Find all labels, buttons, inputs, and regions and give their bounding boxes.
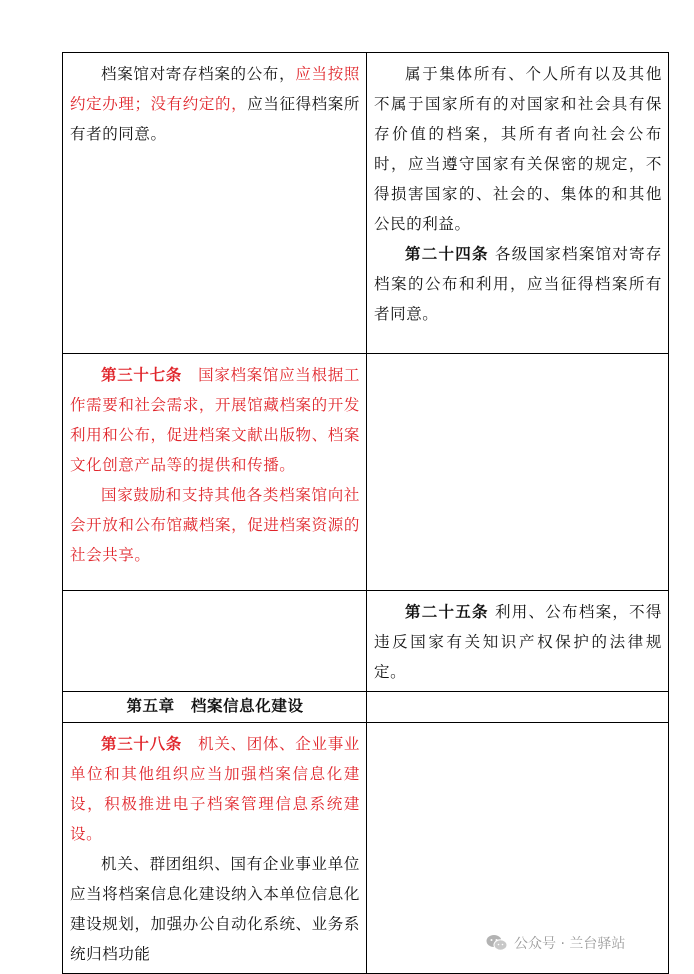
text-run: 应当征得档案所有者的同意。 bbox=[70, 95, 361, 143]
watermark-text: 公众号 · 兰台驿站 bbox=[514, 936, 626, 952]
cell-right-empty bbox=[367, 354, 669, 591]
cell-left bbox=[63, 723, 367, 974]
paragraph bbox=[374, 59, 662, 239]
text-run: 档案馆对寄存档案的公布， bbox=[101, 65, 296, 83]
cell-left bbox=[63, 354, 367, 591]
text-run-amended: 国家鼓励和支持其他各类档案馆向社会开放和公布馆藏档案，促进档案资源的社会共享。 bbox=[70, 486, 360, 564]
cell-left-empty bbox=[63, 591, 367, 692]
text-run: 利用、公布档案，不得违反国家有关知识产权保护的法律规定。 bbox=[374, 603, 662, 681]
cell-right-empty bbox=[367, 692, 669, 723]
text-run: 机关、群团组织、国有企业事业单位应当将档案信息化建设纳入本单位信息化建设规划，加强办公自动化系统、业务系统归档功能 bbox=[70, 855, 360, 963]
wechat-icon bbox=[486, 934, 508, 952]
text-run: 属于集体所有、个人所有以及其他不属于国家所有的对国家和社会具有保存价值的档案，其所有者向社会公布时，应当遵守国家有关保密的规定，不得损害国家的、社会的、集体的和其他公民的利益。 bbox=[374, 65, 662, 233]
paragraph bbox=[374, 239, 662, 329]
paragraph bbox=[70, 729, 360, 849]
paragraph bbox=[374, 597, 662, 687]
paragraph bbox=[70, 849, 360, 969]
watermark bbox=[486, 930, 625, 956]
paragraph bbox=[70, 480, 360, 570]
cell-left bbox=[63, 53, 367, 354]
table-row bbox=[63, 354, 669, 591]
chapter-heading: 第五章 档案信息化建设 bbox=[63, 692, 367, 723]
table-row bbox=[63, 692, 669, 723]
paragraph bbox=[70, 360, 360, 480]
article-number: 第二十四条 bbox=[405, 244, 489, 263]
table-row bbox=[63, 53, 669, 354]
text-run-amended: 应当按照约定办理；没有约定的， bbox=[70, 65, 361, 113]
cell-right bbox=[367, 591, 669, 692]
text-run: 各级国家档案馆对寄存档案的公布和利用，应当征得档案所有者同意。 bbox=[374, 245, 662, 323]
cell-right bbox=[367, 53, 669, 354]
table-row bbox=[63, 591, 669, 692]
article-number: 第三十八条 bbox=[101, 734, 182, 753]
text-run-amended: 国家档案馆应当根据工作需要和社会需求，开展馆藏档案的开发利用和公布，促进档案文献出版物、档案文化创意产品等的提供和传播。 bbox=[70, 366, 360, 474]
article-number: 第二十五条 bbox=[405, 602, 489, 621]
comparison-table bbox=[62, 52, 669, 974]
text-run-amended: 机关、团体、企业事业单位和其他组织应当加强档案信息化建设，积极推进电子档案管理信息系统建设。 bbox=[70, 735, 360, 843]
paragraph bbox=[70, 59, 360, 149]
article-number: 第三十七条 bbox=[101, 365, 182, 384]
